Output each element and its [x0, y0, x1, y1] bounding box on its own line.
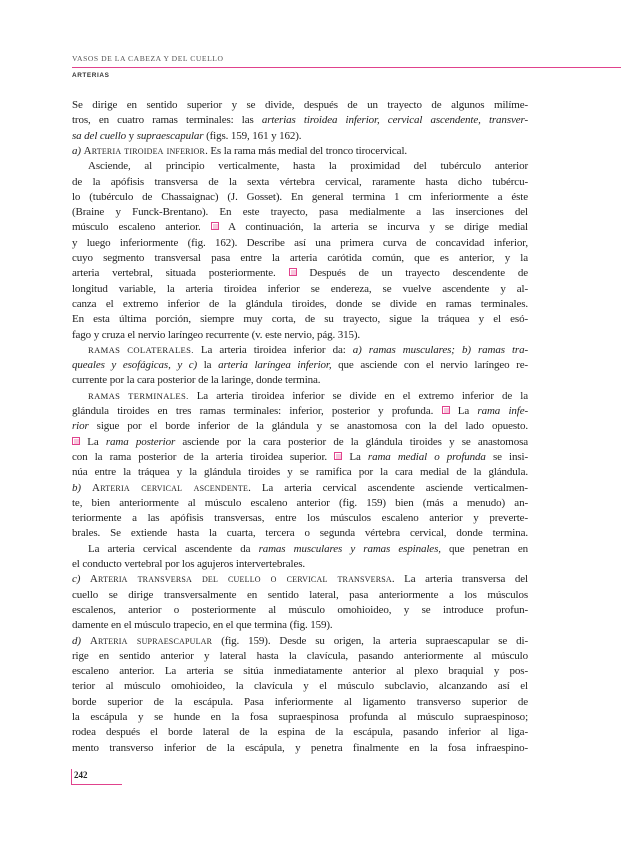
text-run: Después de un trayecto descendente de	[296, 267, 528, 280]
text-line	[72, 251, 528, 266]
text-line	[72, 297, 528, 312]
text-run: . La arteria cervical ascendente asciende verticalmen-	[248, 481, 528, 494]
header-rule	[72, 67, 621, 68]
text-run: d)	[72, 634, 90, 647]
text-run: te, bien anteriormente al músculo escaleno anterior (fig. 159) bien (más a menudo) an-	[72, 496, 528, 509]
text-run: a)	[72, 144, 84, 157]
body-text	[72, 98, 528, 768]
text-line	[72, 282, 528, 297]
text-line	[72, 481, 528, 496]
text-line	[72, 496, 528, 511]
text-line	[72, 511, 528, 526]
text-line	[72, 741, 528, 756]
text-run: (figs. 159, 161 y 162).	[203, 129, 302, 142]
text-line	[72, 634, 528, 649]
text-line	[72, 618, 528, 633]
text-run: En esta última porción, siempre muy corta, de su trayecto, sigue la tráquea y el esó-	[72, 313, 528, 326]
text-run: b)	[72, 481, 93, 494]
text-line	[72, 664, 528, 679]
text-run: RAMAS COLATERALES.	[88, 344, 194, 355]
text-run: de la apófisis transversa de la sexta vértebra cervical, raramente hasta dicho tubércu-	[72, 175, 528, 188]
text-run: escalenos, anterior o posteriormente al músculo omohioideo, y se introduce profun-	[72, 603, 528, 616]
text-run: Arteria supraescapular	[89, 634, 213, 647]
text-run: músculo escaleno anterior.	[72, 221, 211, 234]
text-run: rama posterior	[105, 435, 176, 448]
text-run: La arteria tiroidea inferior da:	[193, 343, 353, 356]
text-run: Arteria tiroidea inferior	[83, 144, 206, 157]
text-run: (Braine y Funck-Brentano). En este trayecto, pasa medialmente a las inserciones del	[72, 206, 528, 219]
running-title: VASOS DE LA CABEZA Y DEL CUELLO	[72, 54, 224, 63]
text-run: cuyo segmento transversal pasa entre la arteria carótida común, que es anterior, y la	[72, 252, 528, 264]
text-run: La arteria cervical ascendente da	[88, 542, 259, 555]
text-run: el conducto vertebral por los agujeros intervertebrales.	[72, 558, 306, 570]
text-run: se insi-	[485, 450, 529, 463]
text-line	[72, 205, 528, 220]
text-run: la escápula y se hunde en la fosa supraespinosa profunda al músculo supraespinoso;	[72, 711, 528, 723]
text-run: La	[449, 405, 478, 417]
section-marker-icon	[334, 452, 342, 460]
page-number: 242	[74, 770, 88, 780]
text-run: fago y cruza el nervio laríngeo recurrente (v. este nervio, pág. 315).	[72, 328, 361, 341]
text-run: c)	[72, 573, 90, 586]
text-run: . La arteria transversa del	[391, 573, 528, 586]
text-run: . Es la rama más medial del tronco tirocervical.	[205, 144, 408, 157]
text-run: arteria vertebral, situada posteriormente.	[72, 267, 289, 280]
text-run: y	[126, 129, 137, 142]
text-line	[72, 419, 528, 434]
text-line	[72, 113, 528, 128]
text-run: la	[197, 359, 219, 372]
text-line	[72, 695, 528, 710]
text-line	[72, 710, 528, 725]
text-run: asciende por la cara posterior de la glándula tiroides y se anastomosa	[175, 435, 528, 448]
text-line	[72, 98, 528, 113]
text-line	[72, 358, 528, 373]
text-run: RAMAS TERMINALES.	[88, 390, 189, 401]
text-run: A continuación, la arteria se incurva y se dirige medial	[218, 221, 528, 234]
text-run: rior	[72, 420, 89, 433]
text-run: La	[80, 435, 106, 448]
section-marker-icon	[72, 437, 80, 445]
text-run: cuello se dirige transversalmente en sentido lateral, pasa anteriormente a los músculos	[72, 588, 528, 601]
text-run: rige en sentido anterior y lateral hasta la clavícula, pasando anteriormente al músculo	[72, 649, 528, 662]
text-run: a) ramas musculares; b) ramas tra-	[352, 343, 528, 356]
text-run: canza el extremo inferior de la glándula tiroides, donde se divide en ramas terminales.	[72, 297, 528, 310]
text-line	[72, 190, 528, 205]
text-line	[72, 312, 528, 327]
text-line	[72, 266, 528, 281]
text-line	[72, 526, 528, 541]
text-run: núa entre la tráquea y la glándula tiroides y se ramifica por la cara medial de la glándula.	[72, 466, 528, 479]
text-run: rama medial o profunda	[367, 450, 486, 463]
text-run: rama infe-	[477, 405, 529, 417]
text-run: Asciende, al principio verticalmente, hasta la proximidad del tubérculo anterior	[88, 160, 528, 173]
text-line	[72, 389, 528, 404]
text-run: que penetran en	[440, 542, 528, 555]
text-line	[72, 572, 528, 587]
text-run: mento transverso inferior de la escápula, y penetra finalmente en la fosa infraespino-	[72, 741, 528, 754]
text-line	[72, 236, 528, 251]
text-line	[72, 328, 528, 343]
text-run: La	[342, 450, 368, 463]
text-run: ramas musculares y ramas espinales,	[258, 542, 441, 555]
text-run: currente por la cara posterior de la laringe, donde termina.	[72, 374, 321, 387]
text-run: borde superior de la escápula. Pasa inferiormente al ligamento transverso superior de	[72, 695, 528, 708]
text-run: terior al músculo omohioideo, la clavícula y el músculo subclavio, alcanzando así el	[72, 680, 528, 693]
text-run: sigue por el borde inferior de la glándula y se anastomosa con la del lado opuesto.	[88, 420, 528, 433]
text-run: (fig. 159). Desde su origen, la arteria supraescapular se di-	[212, 634, 528, 647]
text-run: Arteria transversa del cuello o cervical transversa	[89, 573, 392, 586]
text-line	[72, 465, 528, 480]
footer-rule	[72, 784, 122, 785]
section-marker-icon	[211, 222, 219, 230]
text-run: y luego inferiormente (fig. 162). Describe así una primera curva de concavidad inferior,	[72, 236, 528, 249]
text-run: brales. Se extiende hasta la cuarta, tercera o segunda vértebra cervical, donde termina.	[72, 527, 528, 540]
text-line	[72, 725, 528, 740]
text-run: arterias tiroidea inferior, cervical ascendente, transver-	[261, 114, 528, 127]
text-line	[72, 588, 528, 603]
text-run: sa del cuello	[72, 129, 127, 142]
text-run: arteria laríngea inferior,	[218, 359, 332, 372]
text-run: Arteria cervical ascendente	[92, 481, 249, 494]
text-line	[72, 679, 528, 694]
text-run: Se dirige en sentido superior y se divide, después de un trayecto de algunos milíme-	[72, 99, 528, 111]
section-label: ARTERIAS	[72, 72, 110, 79]
text-run: longitud variable, la arteria tiroidea inferior se endereza, se vuelve ascendente y al-	[72, 282, 528, 295]
text-line	[72, 373, 528, 388]
text-line	[72, 404, 528, 419]
text-line	[72, 649, 528, 664]
text-run: lo (tubérculo de Chassaignac) (J. Gosset). En general termina 1 cm inferiormente a éste	[72, 190, 528, 203]
text-line	[72, 557, 528, 572]
text-line	[72, 220, 528, 235]
text-run: glándula tiroides en tres ramas terminales: inferior, posterior y profunda.	[72, 405, 442, 417]
text-line	[72, 144, 528, 159]
footer-tick	[71, 769, 72, 785]
text-line	[72, 603, 528, 618]
text-line	[72, 175, 528, 190]
text-line	[72, 159, 528, 174]
section-marker-icon	[442, 406, 450, 414]
text-run: teriormente a las apófisis transversas, entre los músculos escaleno anterior y preverte-	[72, 512, 528, 525]
text-run: escaleno anterior. La arteria se sitúa inmediatamente anterior al plexo braquial y pos-	[72, 665, 528, 678]
text-run: con la rama posterior de la arteria tiroidea superior.	[72, 450, 335, 463]
text-line	[72, 343, 528, 358]
text-run: rodea después el borde lateral de la espina de la escápula, pasando inferior al liga-	[72, 726, 528, 739]
text-line	[72, 542, 528, 557]
text-run: que asciende con el nervio laríngeo re-	[331, 359, 529, 372]
text-run: damente en el músculo trapecio, en el que termina (fig. 159).	[72, 619, 333, 632]
text-run: supraescapular	[136, 129, 204, 142]
text-line	[72, 450, 528, 465]
text-run: tros, en cuatro ramas terminales: las	[72, 114, 262, 127]
section-marker-icon	[289, 268, 297, 276]
text-run: La arteria tiroidea inferior se divide en el extremo inferior de la	[188, 389, 528, 402]
text-line	[72, 129, 528, 144]
text-line	[72, 435, 528, 450]
text-run: queales y esofágicas, y c)	[72, 359, 198, 372]
